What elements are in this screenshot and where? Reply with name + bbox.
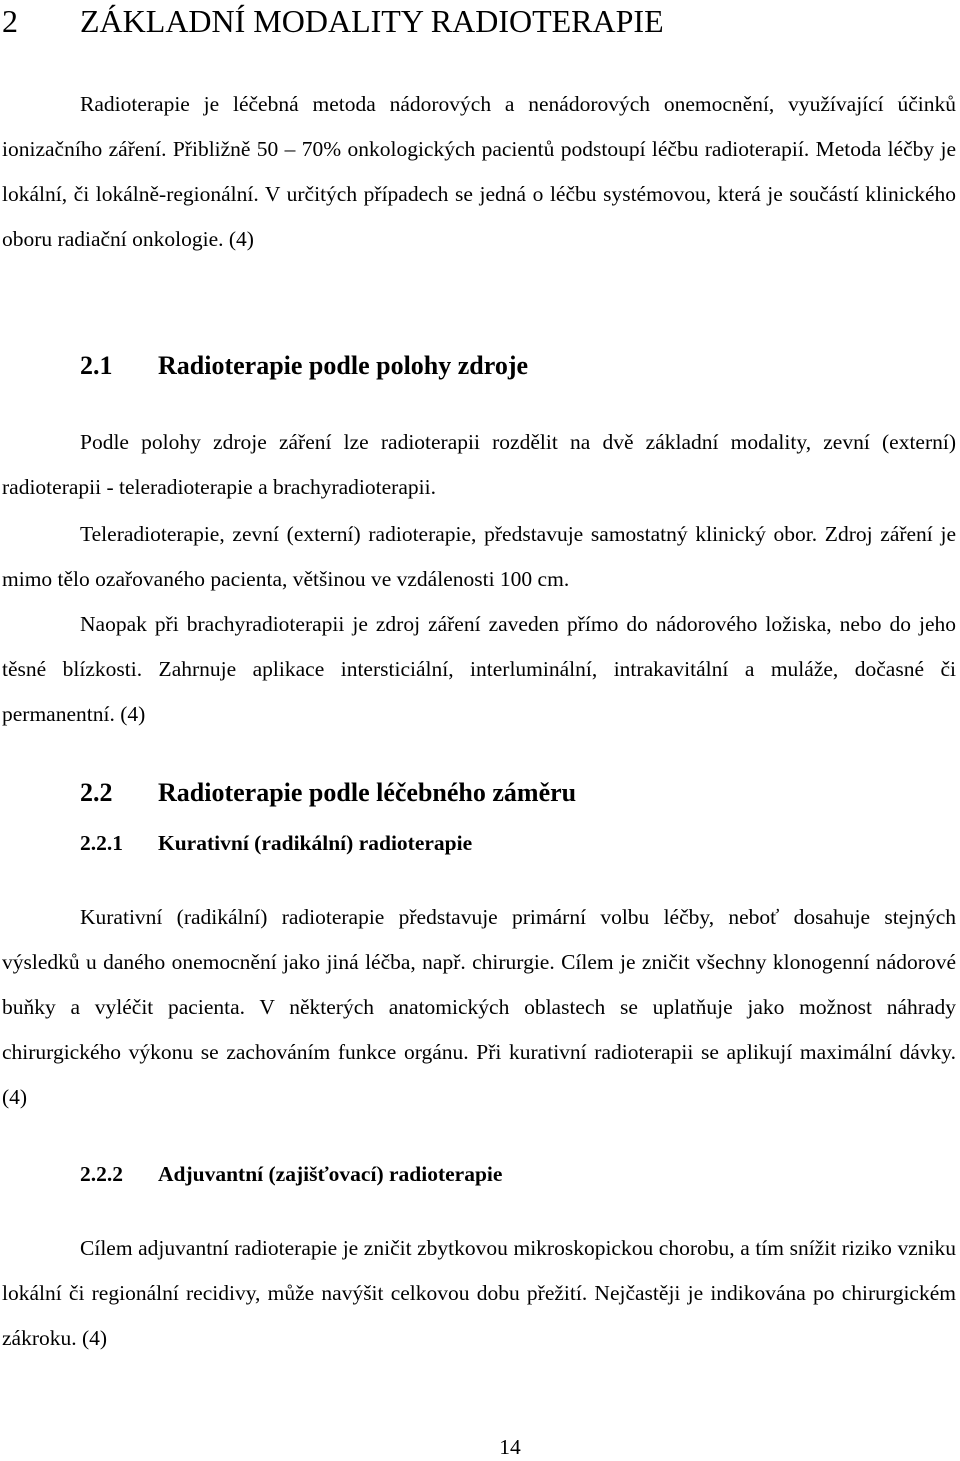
section-2-2-title: Radioterapie podle léčebného záměru: [158, 778, 577, 807]
chapter-title: [2, 2, 664, 40]
section-2-2-2-number: 2.2.2: [80, 1162, 123, 1186]
section-2-1-number: 2.1: [80, 351, 113, 380]
section-2-1-paragraph-2: Teleradioterapie, zevní (externí) radioterapie, představuje samostatný klinický obor. Zdroj záření je mimo tělo ozařovaného pacienta, většinou ve vzdálenosti 100 cm.: [2, 522, 956, 591]
section-2-1-paragraph-3: Naopak při brachyradioterapii je zdroj záření zaveden přímo do nádorového ložiska, nebo do jeho těsné blízkosti. Zahrnuje aplikace intersticiální, interluminální, intrakavitální a muláže, dočasné či permanentní. (4): [2, 612, 956, 726]
section-2-2-2-heading: [80, 1160, 502, 1188]
section-2-2-2-title: Adjuvantní (zajišťovací) radioterapie: [158, 1162, 503, 1186]
section-2-1-heading: [80, 350, 528, 382]
page-number: 14: [499, 1435, 521, 1459]
section-2-2-number: 2.2: [80, 778, 113, 807]
chapter-number: 2: [2, 3, 18, 39]
chapter-title-text: ZÁKLADNÍ MODALITY RADIOTERAPIE: [80, 3, 664, 39]
section-2-2-1-number: 2.2.1: [80, 831, 123, 855]
intro-paragraph: Radioterapie je léčebná metoda nádorových a nenádorových onemocnění, využívající účinků ionizačního záření. Přibližně 50 – 70% onkologických pacientů podstoupí léčbu radioterapií. Metoda léčby je lokální, či lokálně-regionální. V určitých případech se jedná o léčbu systémovou, která je součástí klinického oboru radiační onkologie. (4): [2, 92, 956, 251]
section-2-2-1-title: Kurativní (radikální) radioterapie: [158, 831, 473, 855]
section-2-1-paragraph-1: Podle polohy zdroje záření lze radioterapii rozdělit na dvě základní modality, zevní (externí) radioterapii - teleradioterapie a brachyradioterapii.: [2, 430, 956, 499]
section-2-2-1-paragraph: Kurativní (radikální) radioterapie představuje primární volbu léčby, neboť dosahuje stejných výsledků u daného onemocnění jako jiná léčba, např. chirurgie. Cílem je zničit všechny klonogenní nádorové buňky a vyléčit pacienta. V některých anatomických oblastech se uplatňuje jako možnost náhrady chirurgického výkonu se zachováním funkce orgánu. Při kurativní radioterapii se aplikují maximální dávky. (4): [2, 905, 956, 1109]
section-2-2-heading: [80, 777, 576, 809]
section-2-2-2-paragraph: Cílem adjuvantní radioterapie je zničit zbytkovou mikroskopickou chorobu, a tím snížit riziko vzniku lokální či regionální recidivy, může navýšit celkovou dobu přežití. Nejčastěji je indikována po chirurgickém zákroku. (4): [2, 1236, 956, 1350]
section-2-1-title: Radioterapie podle polohy zdroje: [158, 351, 529, 380]
section-2-2-1-heading: [80, 829, 472, 857]
